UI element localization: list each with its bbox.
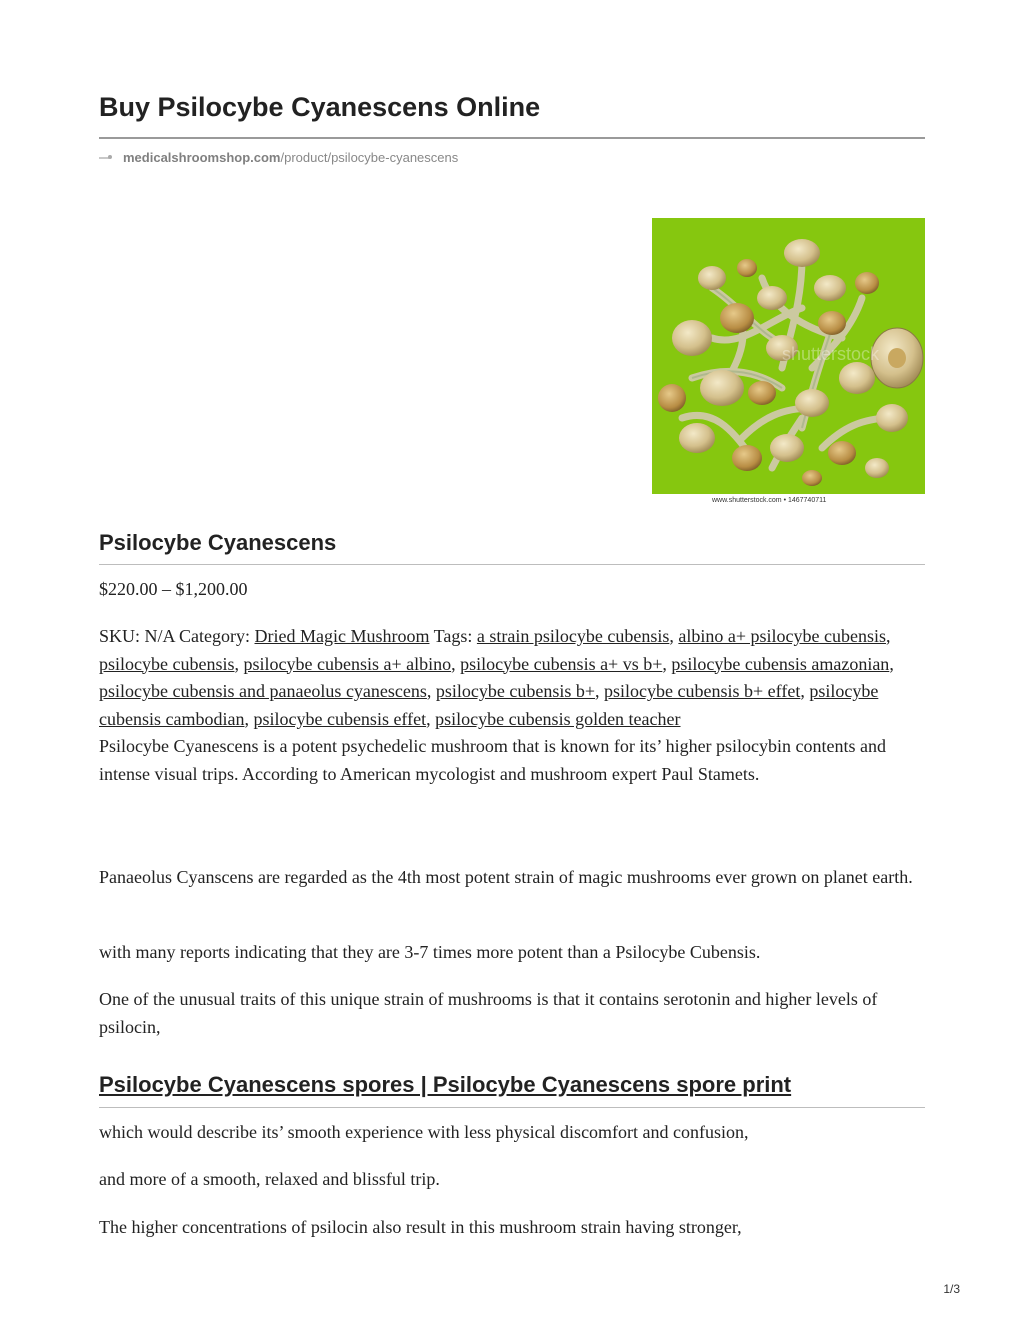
source-path: /product/psilocybe-cyanescens: [280, 150, 459, 165]
sku-label: SKU: N/A Category:: [99, 626, 255, 646]
product-description: Psilocybe Cyanescens is a potent psychedelic mushroom that is known for its’ higher psilocybin contents and intense visual trips. According to American mycologist and mushroom expert Paul Stamets.: [99, 736, 887, 784]
source-domain: medicalshroomshop.com: [123, 150, 281, 165]
photo-watermark: shutterstock: [782, 344, 880, 364]
tag-link[interactable]: psilocybe cubensis cambodian: [99, 681, 879, 729]
page-number: 1/3: [943, 1282, 960, 1296]
dried-mushrooms-illustration: [652, 218, 925, 494]
tag-link[interactable]: a strain psilocybe cubensis: [476, 626, 670, 646]
favicon-icon: [99, 154, 113, 162]
paragraph: The higher concentrations of psilocin also result in this mushroom strain having stronger,: [99, 1217, 742, 1237]
title-divider: [99, 137, 925, 139]
tag-link[interactable]: psilocybe cubensis a+ albino: [243, 653, 452, 674]
tag-link[interactable]: psilocybe cubensis amazonian: [671, 653, 890, 674]
product-image: [652, 218, 925, 506]
mushroom-photo: [652, 218, 925, 494]
tag-link[interactable]: psilocybe cubensis effet: [253, 708, 427, 729]
product-meta: SKU: N/A Category: Dried Magic Mushroom Tags: a strain psilocybe cubensis, albino a+ psilocybe cubensis, psilocybe cubensis, psilocybe cubensis a+ albino, psilocybe cubensis a+ vs b+, psilocybe cubensis amazonian, psilocybe cubensis and panaeolus cyanescens, psilocybe cubensis b+, psilocybe cubensis b+ effet, psilocybe cubensis cambodian, psilocybe cubensis effet, psilocybe cubensis golden teacher Psilocybe Cyanescens is a potent psychedelic mushroom that is known for its’ higher psilocybin contents and intense visual trips. According to American mycologist and mushroom expert Paul Stamets.: [99, 626, 894, 784]
spores-heading-divider: [99, 1107, 925, 1108]
paragraph: Panaeolus Cyanscens are regarded as the 4th most potent strain of magic mushrooms ever grown on planet earth.: [99, 867, 913, 887]
spores-heading-link[interactable]: Psilocybe Cyanescens spores | Psilocybe Cyanescens spore print: [99, 1072, 792, 1097]
paragraph: with many reports indicating that they are 3-7 times more potent than a Psilocybe Cubensis.: [99, 942, 761, 962]
product-price: $220.00 – $1,200.00: [99, 579, 248, 599]
product-name-divider: [99, 564, 925, 565]
paragraph: and more of a smooth, relaxed and blissful trip.: [99, 1169, 440, 1189]
page-title: Buy Psilocybe Cyanescens Online: [99, 92, 541, 122]
tag-link[interactable]: psilocybe cubensis b+: [435, 681, 596, 702]
category-link[interactable]: Dried Magic Mushroom: [254, 626, 430, 646]
source-url[interactable]: [99, 150, 458, 165]
paragraph: One of the unusual traits of this unique strain of mushrooms is that it contains serotonin and higher levels of psilocin,: [99, 989, 878, 1037]
product-name: Psilocybe Cyanescens: [99, 530, 337, 555]
tag-link[interactable]: psilocybe cubensis b+ effet: [604, 681, 801, 702]
image-caption: www.shutterstock.com • 1467740711: [712, 497, 827, 504]
tag-link[interactable]: psilocybe cubensis golden teacher: [435, 708, 681, 729]
tags-label: Tags:: [429, 626, 477, 646]
tag-link[interactable]: albino a+ psilocybe cubensis: [678, 626, 886, 646]
spores-heading: [99, 1072, 791, 1098]
paragraph: which would describe its’ smooth experience with less physical discomfort and confusion,: [99, 1122, 749, 1142]
tag-link[interactable]: psilocybe cubensis and panaeolus cyanescens: [99, 681, 427, 702]
tag-link[interactable]: psilocybe cubensis a+ vs b+: [460, 653, 663, 674]
tag-link[interactable]: psilocybe cubensis: [99, 653, 235, 674]
